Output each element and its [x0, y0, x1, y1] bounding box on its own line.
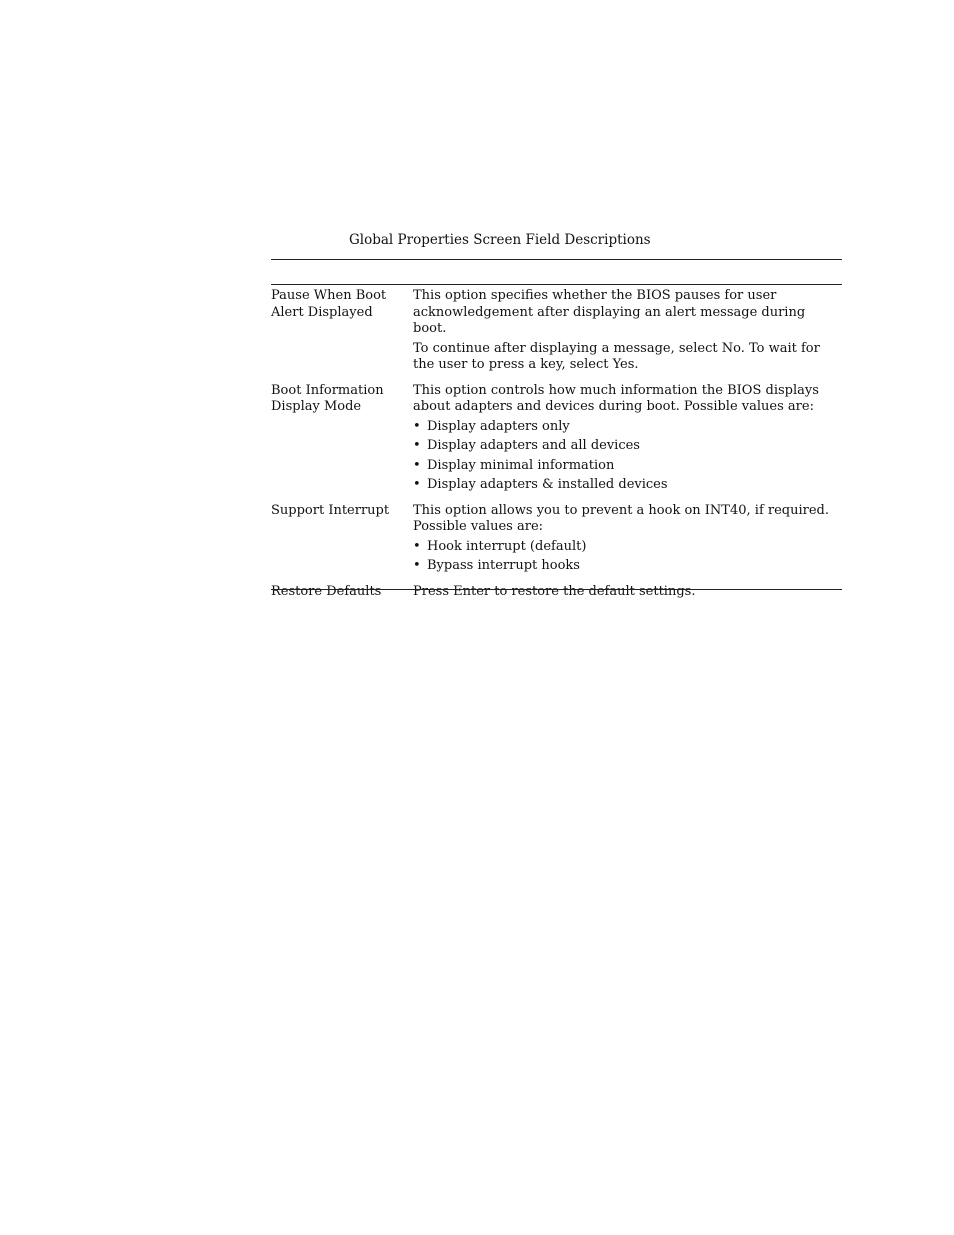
bullet-icon: •: [413, 538, 421, 554]
field-description: [413, 288, 842, 374]
description-paragraph: To continue after displaying a message, select No. To wait for the user to press a key, select Yes.: [413, 340, 820, 372]
field-description: [413, 584, 842, 601]
table-row: [271, 383, 842, 494]
table-row: [271, 584, 842, 601]
table-caption: Global Properties Screen Field Descriptions: [349, 232, 651, 248]
table-row: [271, 503, 842, 575]
possible-values-list: [413, 419, 842, 494]
list-item-text: Display adapters & installed devices: [427, 477, 668, 492]
bullet-icon: •: [413, 477, 421, 492]
field-name: Restore Defaults: [271, 583, 382, 599]
field-descriptions-table: [271, 288, 842, 600]
list-item: [413, 539, 842, 556]
list-item-text: Display adapters only: [427, 418, 570, 434]
field-name: Pause When Boot Alert Displayed: [271, 288, 387, 320]
list-item: [413, 477, 842, 494]
description-paragraph: Press Enter to restore the default settings.: [413, 583, 696, 599]
list-item-text: Display minimal information: [427, 457, 615, 473]
bullet-icon: •: [413, 457, 421, 473]
list-item-text: Hook interrupt (default): [427, 538, 587, 554]
description-paragraph: This option controls how much information the BIOS displays about adapters and devices during boot. Possible values are:: [413, 382, 819, 414]
bullet-icon: •: [413, 418, 421, 434]
description-paragraph: This option specifies whether the BIOS pauses for user acknowledgement after displaying an alert message during boot.: [413, 288, 806, 336]
description-paragraph: This option allows you to prevent a hook on INT40, if required. Possible values are:: [413, 502, 830, 534]
list-item: [413, 458, 842, 475]
list-item: [413, 558, 842, 575]
table-row: [271, 288, 842, 374]
table-top-rule: [271, 259, 842, 260]
field-name: Boot Information Display Mode: [271, 382, 384, 414]
field-description: [413, 503, 842, 575]
field-name: Support Interrupt: [271, 502, 390, 518]
list-item-text: Bypass interrupt hooks: [427, 558, 580, 573]
bullet-icon: •: [413, 558, 421, 573]
possible-values-list: [413, 539, 842, 575]
list-item-text: Display adapters and all devices: [427, 438, 640, 453]
table-header-rule: [271, 284, 842, 285]
table-bottom-rule: [271, 589, 842, 590]
bullet-icon: •: [413, 438, 421, 453]
list-item: [413, 419, 842, 436]
field-description: [413, 383, 842, 494]
list-item: [413, 438, 842, 455]
